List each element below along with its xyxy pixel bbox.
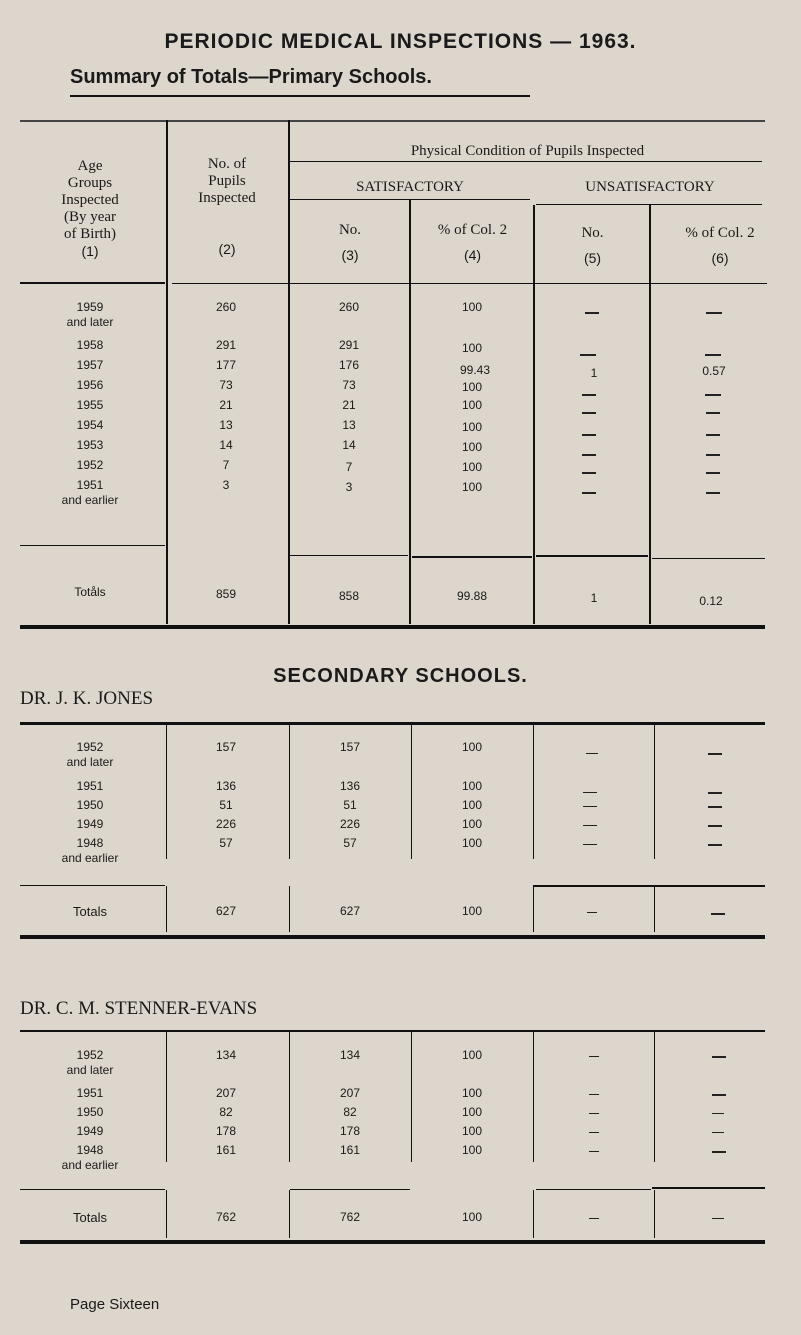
pupils-cell: 57	[219, 836, 233, 850]
table-row	[0, 478, 801, 512]
jones-totals-rule-1	[20, 885, 165, 886]
unsat-pct-total: 0.12	[699, 594, 723, 608]
sat-no-cell: 157	[339, 740, 361, 754]
pupils-cell: 14	[219, 438, 233, 452]
unsat-pct-dash	[712, 1113, 724, 1114]
page-number: Page Sixteen	[70, 1296, 160, 1313]
stenner-totals-rule-2	[290, 1189, 410, 1190]
age-cell: 1952 and later	[66, 740, 114, 769]
unsat-pct-dash	[708, 806, 722, 808]
age-cell: 1948 and earlier	[61, 836, 119, 865]
sat-pct-total: 100	[461, 904, 483, 918]
unsat-no-dash	[585, 312, 599, 314]
header-bottom-rule	[20, 282, 165, 284]
unsat-no-total: 1	[590, 591, 598, 605]
table-row	[0, 1086, 801, 1104]
age-cell: 1958	[76, 338, 104, 352]
unsat-pct-dash	[706, 472, 720, 474]
physical-underline	[290, 161, 762, 162]
age-cell: 1950	[76, 1105, 104, 1119]
table-row	[0, 300, 801, 330]
unsat-no-dash	[582, 394, 596, 396]
pupils-cell: 178	[215, 1124, 237, 1138]
stenner-vrule-t2	[289, 1190, 290, 1238]
unsat-pct-dash	[706, 454, 720, 456]
unsat-no-dash	[589, 1113, 599, 1114]
unsat-pct-dash	[712, 1218, 724, 1219]
unsat-no-dash	[583, 844, 597, 845]
physical-condition-header: Physical Condition of Pupils Inspected	[410, 143, 645, 159]
sat-pct-cell: 100	[461, 398, 483, 412]
sat-no-cell: 260	[338, 300, 360, 314]
sat-pct-cell: 100	[461, 460, 483, 474]
sat-no-cell: 178	[339, 1124, 361, 1138]
age-header: Age Groups Inspected (By year of Birth) (1)	[61, 158, 119, 259]
table-row	[0, 1124, 801, 1142]
table-row	[0, 779, 801, 797]
pupils-cell: 3	[222, 478, 230, 492]
secondary-schools-heading: SECONDARY SCHOOLS.	[273, 665, 528, 687]
unsat-no-dash	[580, 354, 596, 356]
sat-no-cell: 3	[345, 480, 353, 494]
pupils-total: 762	[215, 1210, 237, 1224]
sat-no-cell: 226	[339, 817, 361, 831]
table-row	[0, 817, 801, 835]
sat-pct-cell: 100	[461, 836, 483, 850]
sat-pct-cell: 100	[461, 1124, 483, 1138]
unsat-no-dash	[586, 753, 598, 754]
satisfactory-header: SATISFACTORY	[356, 179, 464, 195]
unsat-no-dash	[589, 1218, 599, 1219]
unsat-no-dash	[582, 434, 596, 436]
unsat-pct-dash	[708, 844, 722, 846]
pupils-cell: 291	[215, 338, 237, 352]
sat-pct-cell: 100	[461, 798, 483, 812]
unsat-no-dash	[589, 1151, 599, 1152]
age-cell: 1954	[76, 418, 104, 432]
table-row	[0, 338, 801, 356]
sat-no-cell: 291	[338, 338, 360, 352]
unsat-pct-dash	[706, 412, 720, 414]
totals-label: Totals	[73, 1210, 107, 1225]
stenner-totals-rule-4	[652, 1187, 765, 1189]
pupils-total: 859	[215, 587, 237, 601]
totals-row	[0, 904, 801, 924]
table-row	[0, 740, 801, 770]
age-cell: 1952	[76, 458, 104, 472]
doctor-stenner-evans-label: DR. C. M. STENNER-EVANS	[20, 998, 258, 1019]
sat-pct-cell: 100	[461, 440, 483, 454]
unsat-no-dash	[583, 806, 597, 807]
table-row	[0, 418, 801, 436]
age-cell: 1957	[76, 358, 104, 372]
totals-rule-3	[412, 556, 532, 558]
table-row	[0, 1048, 801, 1078]
age-cell: 1950	[76, 798, 104, 812]
sat-pct-cell: 100	[461, 420, 483, 434]
totals-rule-1	[20, 545, 165, 546]
sat-pct-cell: 100	[461, 817, 483, 831]
totals-rule-5	[652, 558, 765, 559]
unsatisfactory-header: UNSATISFACTORY	[585, 179, 715, 195]
sat-pct-cell: 100	[461, 1048, 483, 1062]
pupils-cell: 177	[215, 358, 237, 372]
sat-no-cell: 14	[342, 438, 356, 452]
age-cell: 1949	[76, 817, 104, 831]
sat-pct-cell: 100	[461, 1086, 483, 1100]
unsat-no-dash	[583, 792, 597, 793]
unsat-pct-dash	[708, 825, 722, 827]
col6-header: % of Col. 2 (6)	[685, 225, 755, 266]
col5-header: No. (5)	[581, 225, 604, 266]
sat-pct-cell: 99.43	[459, 363, 491, 377]
stenner-totals-rule-3	[536, 1189, 651, 1190]
age-cell: 1956	[76, 378, 104, 392]
sat-no-cell: 161	[339, 1143, 361, 1157]
age-cell: 1952 and later	[66, 1048, 114, 1077]
page-title: PERIODIC MEDICAL INSPECTIONS — 1963.	[164, 30, 637, 53]
unsat-no-dash	[582, 472, 596, 474]
unsat-no-dash	[589, 1132, 599, 1133]
jones-totals-rule-2	[533, 885, 765, 887]
age-cell: 1948 and earlier	[61, 1143, 119, 1172]
sat-pct-cell: 100	[461, 740, 483, 754]
pupils-cell: 207	[215, 1086, 237, 1100]
jones-vrule-t4	[654, 886, 655, 932]
stenner-vrule-t4	[654, 1190, 655, 1238]
unsat-pct-dash	[712, 1056, 726, 1058]
sat-no-total: 858	[338, 589, 360, 603]
unsat-pct-dash	[705, 394, 721, 396]
sat-pct-cell: 100	[461, 1105, 483, 1119]
pupils-cell: 136	[215, 779, 237, 793]
pupils-header: No. of Pupils Inspected (2)	[198, 156, 256, 257]
sat-no-cell: 21	[342, 398, 356, 412]
age-cell: 1951 and earlier	[61, 478, 119, 507]
sat-no-cell: 207	[339, 1086, 361, 1100]
sat-pct-cell: 100	[461, 480, 483, 494]
unsat-no-dash	[583, 825, 597, 826]
unsat-no-cell: 1	[590, 366, 598, 380]
totals-label: Totåls	[74, 585, 106, 599]
table-row	[0, 398, 801, 416]
sat-no-cell: 136	[339, 779, 361, 793]
table-row	[0, 836, 801, 866]
unsat-pct-cell: 0.57	[702, 364, 726, 378]
pupils-cell: 7	[222, 458, 230, 472]
pupils-cell: 73	[219, 378, 233, 392]
pupils-cell: 134	[215, 1048, 237, 1062]
unsat-no-dash	[582, 412, 596, 414]
sat-no-cell: 51	[343, 798, 357, 812]
age-cell: 1953	[76, 438, 104, 452]
age-cell: 1955	[76, 398, 104, 412]
subtitle-underline	[70, 95, 530, 97]
totals-rule-2	[290, 555, 408, 556]
table-row	[0, 458, 801, 476]
stenner-totals-rule-1	[20, 1189, 165, 1190]
doctor-jones-label: DR. J. K. JONES	[20, 688, 154, 709]
pupils-total: 627	[215, 904, 237, 918]
pupils-cell: 157	[215, 740, 237, 754]
totals-row	[0, 585, 801, 607]
unsat-no-dash	[582, 492, 596, 494]
pupils-cell: 161	[215, 1143, 237, 1157]
sat-pct-cell: 100	[461, 300, 483, 314]
table-row	[0, 378, 801, 396]
table-row	[0, 1143, 801, 1173]
sat-pct-total: 99.88	[456, 589, 488, 603]
sat-no-cell: 176	[338, 358, 360, 372]
unsat-pct-dash	[711, 913, 725, 915]
sat-no-cell: 82	[343, 1105, 357, 1119]
stenner-vrule-t1	[166, 1190, 167, 1238]
sat-no-cell: 73	[342, 378, 356, 392]
sat-pct-cell: 100	[461, 380, 483, 394]
unsat-no-dash	[589, 1056, 599, 1057]
totals-rule-4	[536, 555, 648, 557]
col3-header: No. (3)	[338, 222, 362, 263]
unsat-pct-dash	[712, 1151, 726, 1153]
sat-pct-cell: 100	[461, 1143, 483, 1157]
col4-header: % of Col. 2 (4)	[437, 222, 508, 263]
unsat-pct-dash	[706, 492, 720, 494]
sat-no-cell: 134	[339, 1048, 361, 1062]
sat-pct-cell: 100	[461, 341, 483, 355]
age-cell: 1951	[76, 779, 104, 793]
jones-vrule-t3	[533, 886, 534, 932]
sat-no-cell: 57	[343, 836, 357, 850]
unsat-pct-dash	[708, 753, 722, 755]
pupils-cell: 21	[219, 398, 233, 412]
sat-no-total: 762	[339, 1210, 361, 1224]
page-subtitle: Summary of Totals—Primary Schools.	[70, 66, 432, 88]
unsat-no-dash	[589, 1094, 599, 1095]
unsat-pct-dash	[706, 312, 722, 314]
pupils-cell: 13	[219, 418, 233, 432]
totals-row	[0, 1210, 801, 1230]
jones-vrule-t1	[166, 886, 167, 932]
unsat-pct-dash	[706, 434, 720, 436]
pupils-cell: 82	[219, 1105, 233, 1119]
age-cell: 1959 and later	[66, 300, 114, 329]
header-bottom-rule-2	[172, 283, 767, 284]
unsat-pct-dash	[705, 354, 721, 356]
sat-no-total: 627	[339, 904, 361, 918]
unsat-pct-dash	[708, 792, 722, 794]
pupils-cell: 226	[215, 817, 237, 831]
sat-pct-cell: 100	[461, 779, 483, 793]
table-row	[0, 1105, 801, 1123]
stenner-bottom-rule	[20, 1240, 765, 1244]
totals-label: Totals	[73, 904, 107, 919]
primary-bottom-rule	[20, 625, 765, 629]
unsat-no-dash	[587, 912, 597, 913]
stenner-vrule-t3	[533, 1190, 534, 1238]
header-top-rule	[20, 120, 765, 122]
age-cell: 1949	[76, 1124, 104, 1138]
jones-vrule-t2	[289, 886, 290, 932]
table-row	[0, 438, 801, 456]
age-cell: 1951	[76, 1086, 104, 1100]
unsat-pct-dash	[712, 1132, 724, 1133]
jones-bottom-rule	[20, 935, 765, 939]
unsat-pct-dash	[712, 1094, 726, 1096]
table-row	[0, 798, 801, 816]
unsat-no-dash	[582, 454, 596, 456]
table-row	[0, 358, 801, 380]
sat-no-cell: 7	[345, 460, 353, 474]
sat-pct-total: 100	[461, 1210, 483, 1224]
pupils-cell: 260	[215, 300, 237, 314]
sat-no-cell: 13	[342, 418, 356, 432]
pupils-cell: 51	[219, 798, 233, 812]
